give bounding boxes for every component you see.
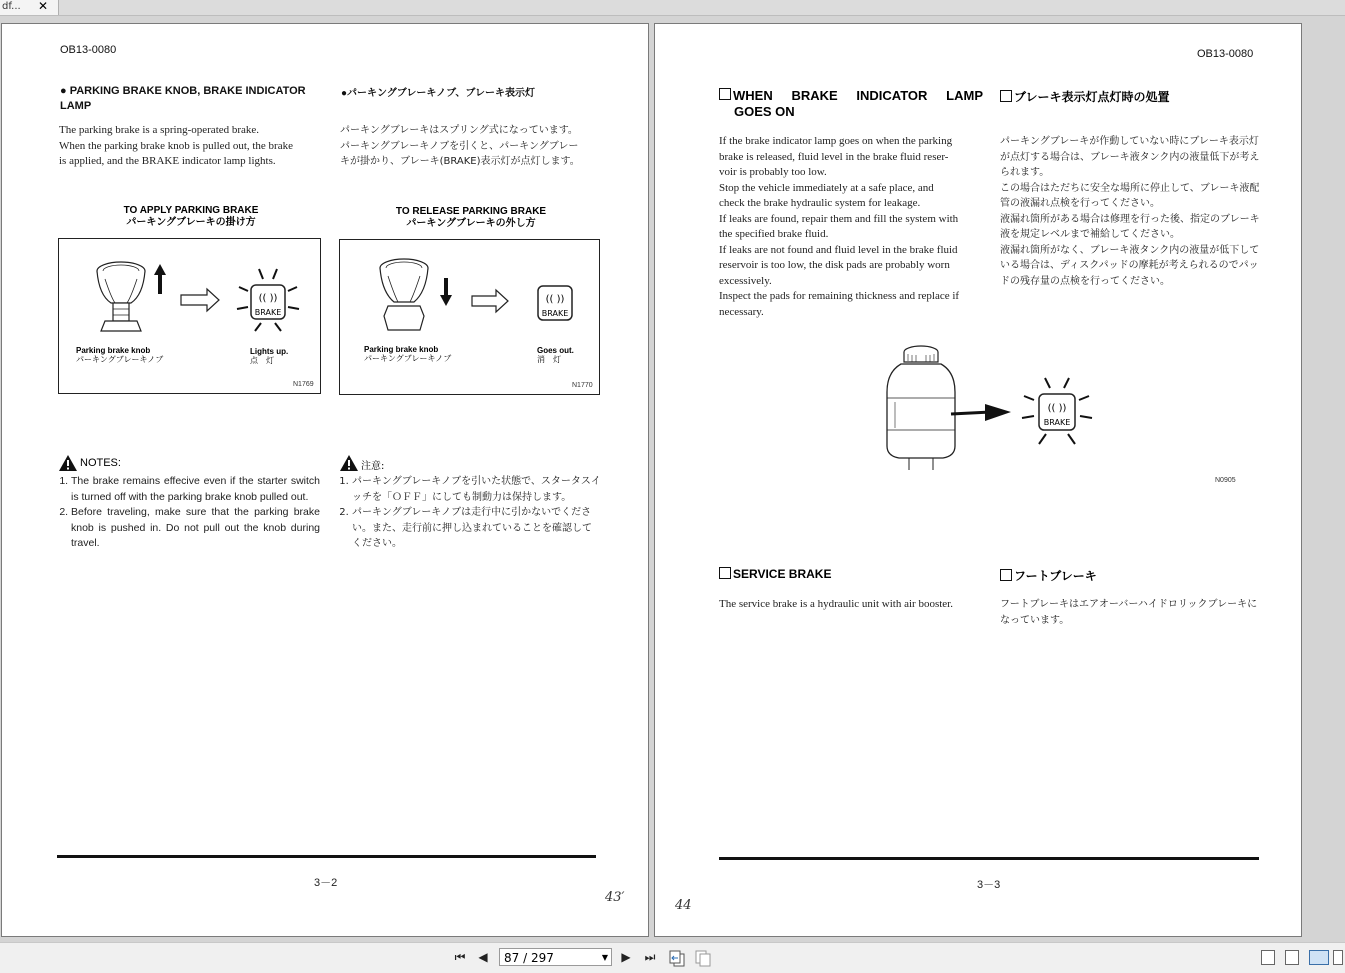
caption-jp: 点 灯 [250,356,274,365]
handwritten-mark: 43′ [605,890,625,905]
heading-text: WHEN BRAKE INDICATOR LAMP [733,88,983,103]
text-line: If leaks are not found and fluid level in the brake fluid [719,243,958,256]
facing-pages-view-icon[interactable] [1309,950,1329,965]
caption-jp: パーキングブレーキノブ [364,354,452,363]
notes-list [58,474,320,552]
page-left [1,23,649,937]
figure-title-en: TO RELEASE PARKING BRAKE [395,206,547,217]
heading-line [719,88,983,104]
section-heading-en [719,88,983,120]
service-brake-heading-en [719,567,831,581]
caption-en: Parking brake knob [76,346,151,355]
text-line: 液を規定レベルまで補給してください。 [1000,229,1180,240]
section-heading-jp: ●パーキングブレーキノブ、ブレーキ表示灯 [341,88,535,99]
reservoir-figure [881,342,1131,472]
first-page-button[interactable]: ⏮ [454,950,466,964]
footer-rule [719,857,1259,860]
figure-release [339,239,600,395]
brake-lamp-symbol: (( )) [258,293,278,304]
text-line: excessively. [719,274,772,287]
text-line: パーキングブレーキはスプリング式になっています。 [340,125,578,136]
tab-bar [0,0,1345,16]
footer-rule [57,855,596,858]
knob-caption [364,345,451,363]
intro-paragraph-en [59,123,329,170]
notes-header [58,454,320,474]
brake-lamp-label: BRAKE [254,308,282,317]
figure-code: N1769 [293,381,314,388]
notes-list [339,474,601,552]
handwritten-mark: 44 [675,898,692,913]
figure-code: N1770 [572,382,593,389]
notes-jp [339,454,601,552]
text-line: なっています。 [1000,614,1070,626]
document-viewer[interactable] [0,16,1345,942]
caption-en: Goes out. [537,346,574,355]
last-page-button[interactable]: ⏭ [644,950,656,964]
caption-en: Parking brake knob [364,345,439,354]
lamp-paragraph-en [719,134,983,320]
doc-id: OB13-0080 [1197,48,1254,60]
service-paragraph-jp [1000,597,1270,628]
note-item: 2. Before traveling, make sure that the parking brake knob is pushed in. Do not pull out the knob during travel. [71,505,320,552]
text-line: 管の液漏れ点検を行ってください。 [1000,198,1160,209]
text-line: When the parking brake knob is pulled out, the brake [59,139,293,152]
parking-knob-pulled-illustration [59,239,320,393]
section-heading-jp [1000,88,1170,105]
knob-caption [76,346,163,364]
text-line: necessary. [719,305,764,318]
close-icon[interactable]: ✕ [38,0,49,13]
doc-id: OB13-0080 [60,44,117,56]
tab-title: df... [2,1,21,12]
text-line: The parking brake is a spring-operated brake. [59,124,260,136]
figure-title-jp: パーキングブレーキの外し方 [406,218,536,229]
text-line: the specified brake fluid. [719,228,829,240]
brake-lamp-symbol: (( )) [545,294,565,305]
text-line: brake is released, fluid level in the brake fluid reser- [719,150,949,163]
notes-title: 注意: [361,461,385,472]
figure-release-title [340,206,602,230]
back-view-icon[interactable] [668,949,686,967]
checkbox-icon [719,567,731,579]
caption-jp: パーキングブレーキノブ [76,355,164,364]
text-line: 液漏れ箇所がある場合は修理を行った後、指定のブレーキ [1000,213,1260,225]
text-line: フートブレーキはエアオーバーハイドロリックブレーキに [1000,599,1258,610]
caption-jp: 消 灯 [537,355,561,364]
text-line: いる場合は、ディスクパッドの摩耗が考えられるのでパッ [1000,260,1259,271]
text-line: パーキングブレーキが作動していない時にブレーキ表示灯 [1000,136,1259,147]
figure-apply [58,238,321,394]
note-item: 1. パーキングブレーキノブを引いた状態で、スタータスイッチを「ＯＦＦ」にしても制動力は保持します。 [352,474,601,505]
service-paragraph-en: The service brake is a hydraulic unit with air booster. [719,598,953,610]
heading-text: SERVICE BRAKE [733,567,832,581]
text-line: is applied, and the BRAKE indicator lamp lights. [59,155,276,167]
notes-en [58,454,320,552]
text-line: Inspect the pads for remaining thickness and replace if [719,290,960,302]
text-line: reservoir is too low, the disk pads are probably worn [719,259,950,271]
text-line: ドの残存量の点検を行ってください。 [1000,275,1170,287]
brake-lamp-label: BRAKE [1043,418,1071,427]
text-line: パーキングブレーキノブを引くと、パーキングブレー [340,140,579,152]
text-line: 液漏れ箇所がなく、ブレーキ液タンク内の液量が低下して [1000,244,1260,256]
heading-text: GOES ON [734,104,795,119]
continuous-facing-view-icon[interactable] [1333,950,1343,965]
single-page-view-icon[interactable] [1261,950,1275,965]
section-heading-en: ● PARKING BRAKE KNOB, BRAKE INDICATOR LAMP [60,85,306,112]
figure-code: N0905 [1215,477,1236,484]
figure-title-jp: パーキングブレーキの掛け方 [126,217,256,228]
page-number: 3－3 [977,879,1001,891]
page-number-select[interactable] [499,948,612,966]
text-line: If the brake indicator lamp goes on when the parking [719,135,953,147]
notes-header [339,454,601,474]
text-line: voir is probably too low. [719,166,827,178]
text-line: If leaks are found, repair them and fill the system with [719,212,959,225]
page-number: 3－2 [314,877,338,889]
figure-title-en: TO APPLY PARKING BRAKE [123,205,259,216]
text-line: この場合はただちに安全な場所に停止して、ブレーキ液配 [1000,182,1260,194]
service-brake-heading-jp [1000,567,1097,584]
note-item: 2. パーキングブレーキノブは走行中に引かないでください。また、走行前に押し込まれていることを確認してください。 [352,505,601,552]
bottom-toolbar [0,942,1345,973]
page-right [654,23,1302,937]
text-line: られます。 [1000,167,1050,178]
lamp-paragraph-jp [1000,134,1270,289]
note-item: 1. The brake remains effecive even if the starter switch is turned off with the parking brake knob pulled out. [71,474,320,505]
checkbox-icon [719,88,731,100]
notes-title: NOTES: [80,457,121,469]
warning-icon [58,454,78,472]
forward-view-icon[interactable] [694,949,712,967]
lamp-caption [250,347,288,365]
document-tab[interactable] [0,0,59,15]
continuous-view-icon[interactable] [1285,950,1299,965]
next-page-button[interactable]: ▶ [621,950,631,964]
text-line: Stop the vehicle immediately at a safe place, and [719,181,934,194]
lamp-caption [537,346,574,364]
parking-knob-pushed-illustration [340,240,599,394]
page-display: 87 / 297 [504,951,554,965]
checkbox-icon [1000,569,1012,581]
intro-paragraph-jp [340,123,615,170]
chevron-down-icon: ▼ [601,953,608,962]
brake-lamp-symbol: (( )) [1047,403,1067,414]
warning-icon [339,454,359,472]
checkbox-icon [1000,90,1012,102]
figure-apply-title [60,205,322,229]
brake-fluid-reservoir-illustration [881,342,1131,472]
heading-text: フートブレーキ [1014,569,1097,583]
text-line: check the brake hydraulic system for leakage. [719,197,921,209]
previous-page-button[interactable]: ◀ [478,950,488,964]
heading-text: ブレーキ表示灯点灯時の処置 [1014,90,1170,104]
brake-lamp-label: BRAKE [541,309,569,318]
text-line: が点灯する場合は、ブレーキ液タンク内の液量低下が考え [1000,151,1260,163]
caption-en: Lights up. [250,347,289,356]
text-line: キが掛かり、ブレーキ(BRAKE)表示灯が点灯します。 [340,156,580,167]
